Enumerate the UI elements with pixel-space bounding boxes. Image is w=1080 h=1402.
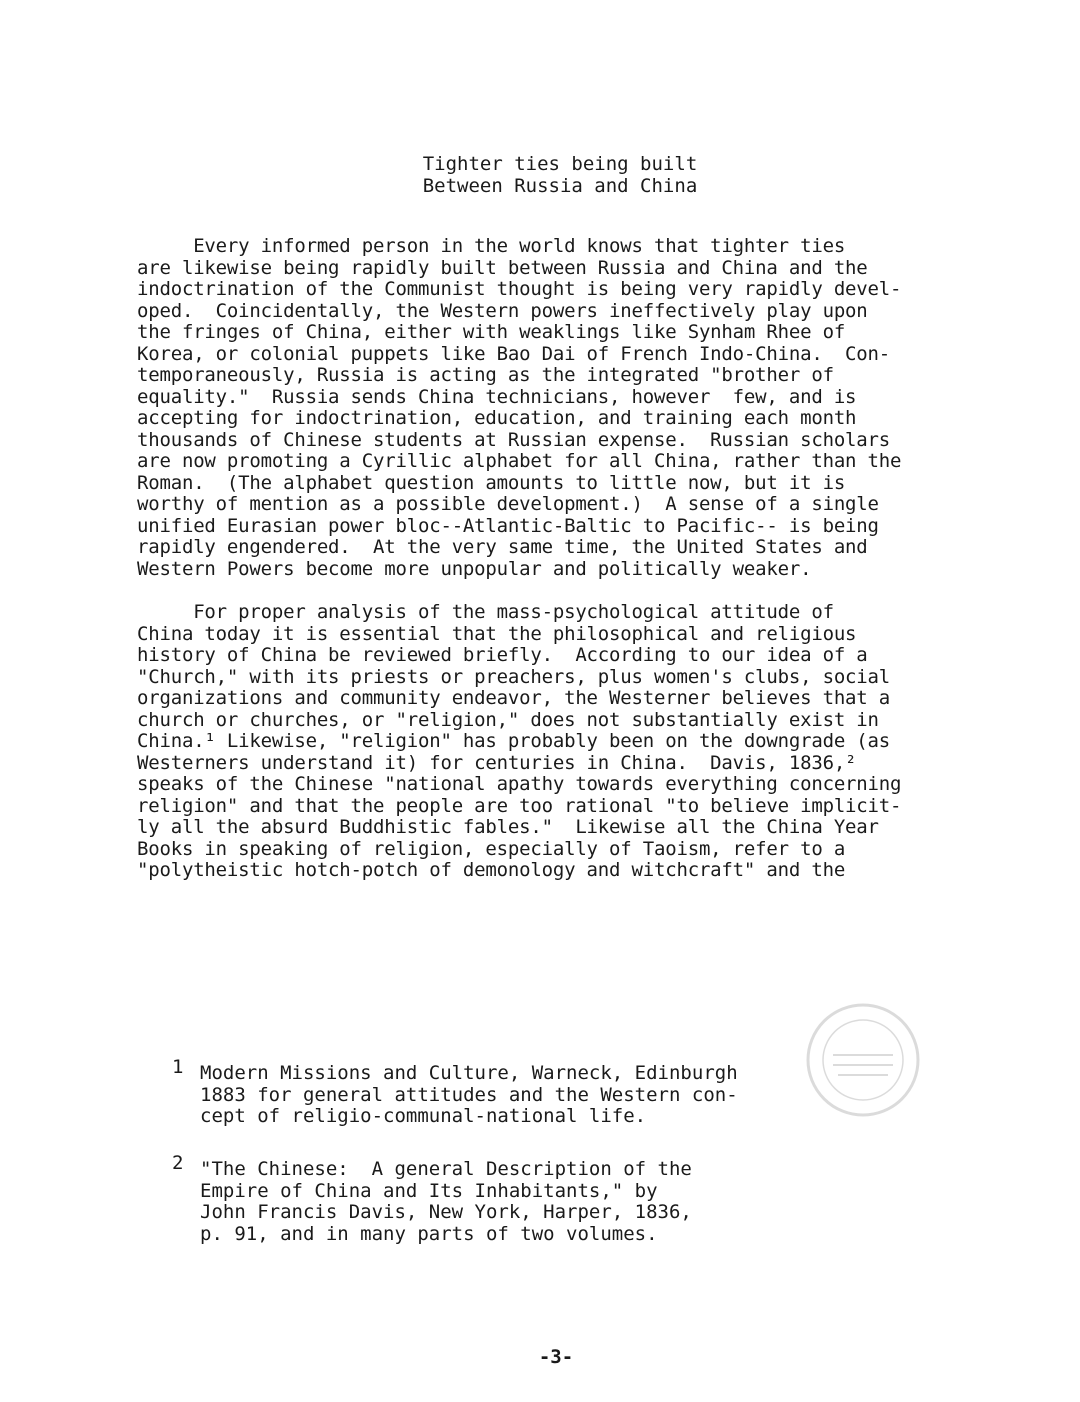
text-line: unified Eurasian power bloc--Atlantic-Baltic to Pacific-- is being xyxy=(137,514,879,537)
text-line: speaks of the Chinese "national apathy towards everything concerning xyxy=(137,773,902,795)
text-line: equality." Russia sends China technicians, however few, and is xyxy=(137,385,857,408)
text-line: Westerners understand it) for centuries in China. Davis, 1836,² xyxy=(137,751,857,774)
paragraph-2 xyxy=(137,602,1037,882)
text-line: the fringes of China, either with weaklings like Synham Rhee of xyxy=(137,321,846,343)
text-line: organizations and community endeavor, the Westerner believes that a xyxy=(137,687,891,709)
document-title-line-1: Tighter ties being built xyxy=(422,153,698,175)
footnote-mark: 2 xyxy=(172,1152,184,1174)
text-line: temporaneously, Russia is acting as the integrated "brother of xyxy=(137,364,834,386)
text-line: history of China be reviewed briefly. According to our idea of a xyxy=(137,644,868,666)
page-number: -3- xyxy=(538,1346,574,1368)
footnote-line: Modern Missions and Culture, Warneck, Edinburgh xyxy=(200,1062,738,1084)
text-line: rapidly engendered. At the very same time, the United States and xyxy=(137,536,868,558)
text-line: indoctrination of the Communist thought is being very rapidly devel- xyxy=(137,278,902,300)
footnote-line: 1883 for general attitudes and the Western con- xyxy=(200,1083,738,1106)
text-line: ly all the absurd Buddhistic fables." Likewise all the China Year xyxy=(137,816,879,838)
text-line: Western Powers become more unpopular and politically weaker. xyxy=(137,557,812,580)
text-line: For proper analysis of the mass-psychological attitude of xyxy=(137,601,834,623)
footnote-line: Empire of China and Its Inhabitants," by xyxy=(200,1179,658,1202)
footnote-line: John Francis Davis, New York, Harper, 1836, xyxy=(200,1201,692,1223)
text-line: accepting for indoctrination, education, and training each month xyxy=(137,407,857,429)
document-title-line-2: Between Russia and China xyxy=(422,175,698,197)
text-line: oped. Coincidentally, the Western powers ineffectively play upon xyxy=(137,299,868,322)
text-line: China today it is essential that the philosophical and religious xyxy=(137,622,857,645)
paragraph-1 xyxy=(137,236,1037,580)
text-line: China.¹ Likewise, "religion" has probably been on the downgrade (as xyxy=(137,730,891,752)
footnote-line: cept of religio-communal-national life. xyxy=(200,1105,647,1127)
text-line: are now promoting a Cyrillic alphabet for all China, rather than the xyxy=(137,450,902,472)
footnote-line: "The Chinese: A general Description of the xyxy=(200,1158,692,1180)
text-line: "polytheistic hotch-potch of demonology and witchcraft" and the xyxy=(137,859,846,881)
text-line: church or churches, or "religion," does not substantially exist in xyxy=(137,708,879,731)
footnote-line: p. 91, and in many parts of two volumes. xyxy=(200,1222,658,1245)
text-line: are likewise being rapidly built between Russia and China and the xyxy=(137,256,868,279)
text-line: Books in speaking of religion, especially of Taoism, refer to a xyxy=(137,837,846,860)
text-line: Every informed person in the world knows that tighter ties xyxy=(137,235,846,257)
text-line: Roman. (The alphabet question amounts to little now, but it is xyxy=(137,471,846,494)
text-line: worthy of mention as a possible development.) A sense of a single xyxy=(137,493,879,515)
text-line: thousands of Chinese students at Russian expense. Russian scholars xyxy=(137,428,891,451)
text-line: "Church," with its priests or preachers, plus women's clubs, social xyxy=(137,665,891,688)
text-line: Korea, or colonial puppets like Bao Dai of French Indo-China. Con- xyxy=(137,342,891,365)
text-line: religion" and that the people are too rational "to believe implicit- xyxy=(137,794,902,817)
footnote-mark: 1 xyxy=(172,1056,184,1078)
